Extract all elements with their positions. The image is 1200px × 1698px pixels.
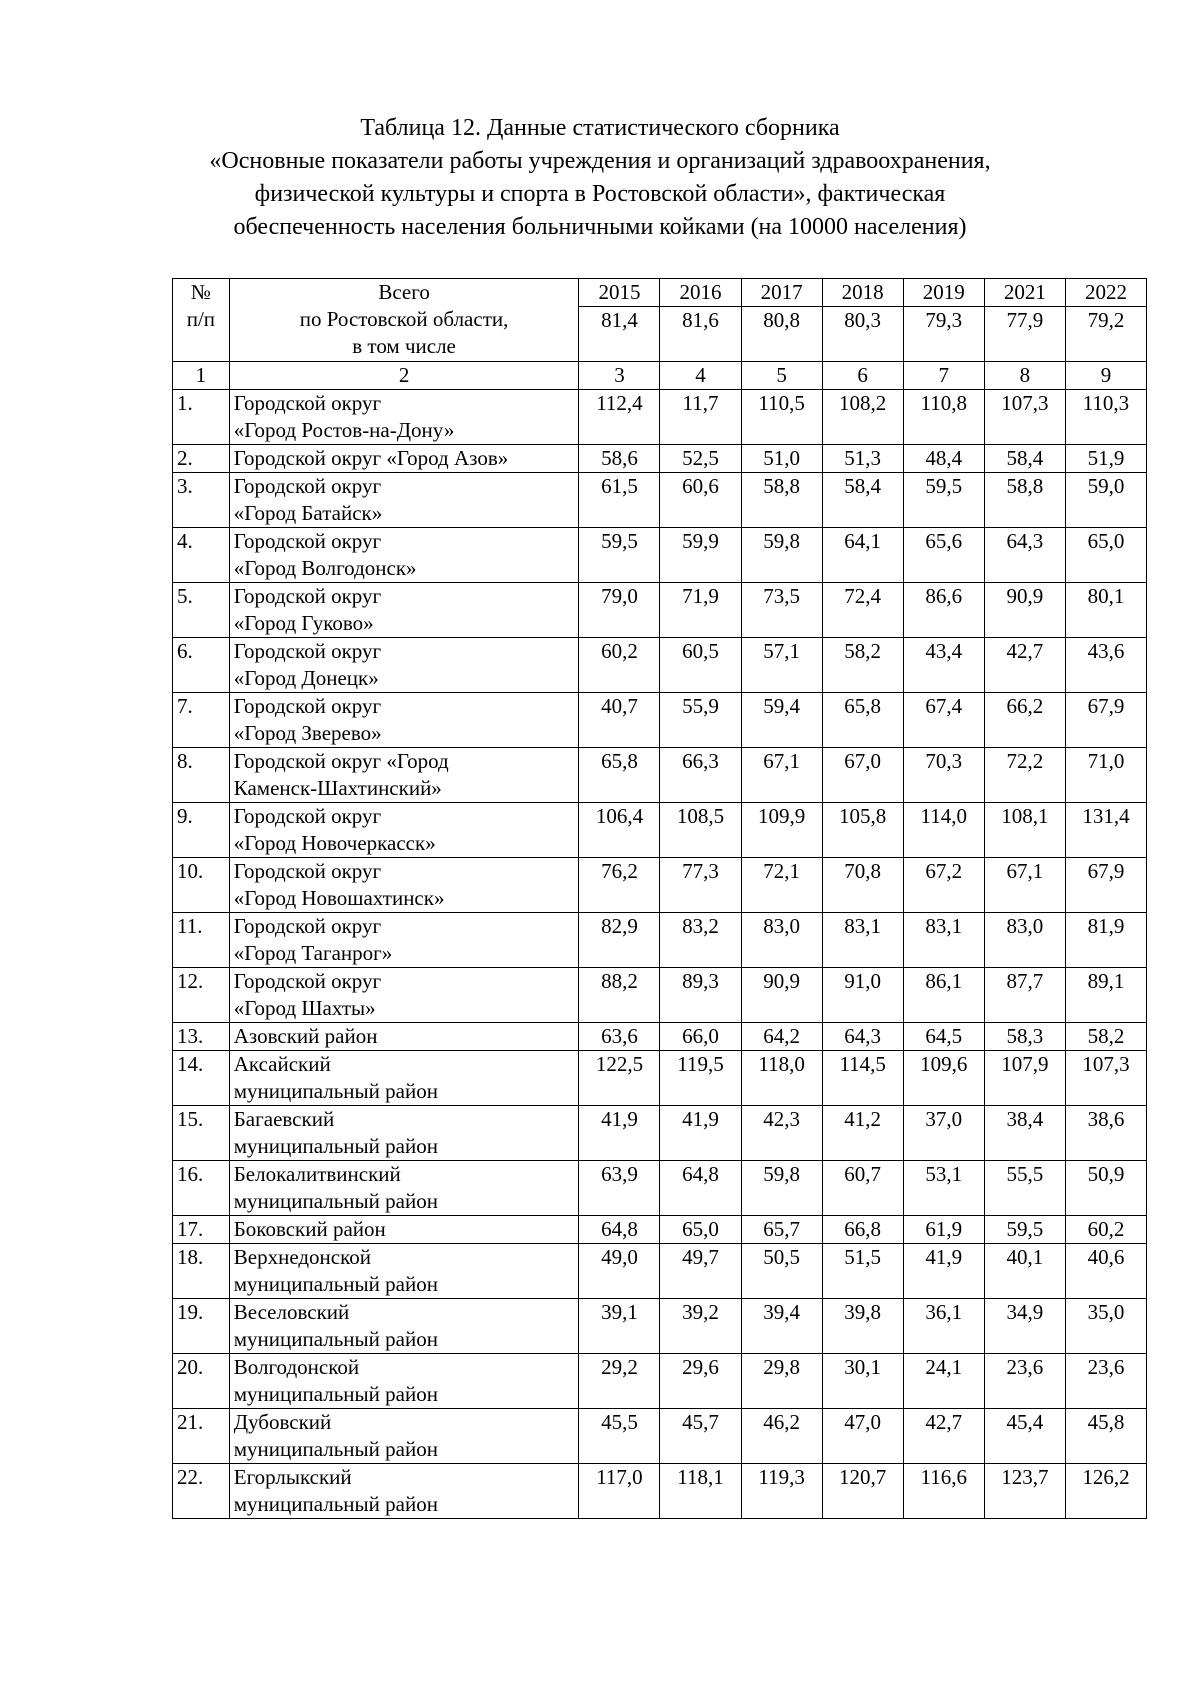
- territory-name: [229, 1299, 579, 1354]
- value-cell: 65,0: [1065, 528, 1146, 583]
- value-cell: 77,3: [660, 858, 741, 913]
- table-row: [173, 638, 1147, 693]
- value-cell: 60,2: [1065, 1216, 1146, 1244]
- territory-name: [229, 1354, 579, 1409]
- territory-name-line: Верхнедонской: [233, 1245, 371, 1269]
- table-row: [173, 445, 1147, 473]
- year-header: 2017: [741, 279, 822, 307]
- table-row: [173, 1023, 1147, 1051]
- value-cell: 40,7: [579, 693, 660, 748]
- value-cell: 47,0: [822, 1409, 903, 1464]
- title-line: обеспеченность населения больничными койками (на 10000 населения): [233, 214, 967, 240]
- total-header-cell: [229, 279, 579, 362]
- territory-name-line: Городской округ: [233, 969, 382, 993]
- row-number: 11.: [173, 913, 230, 968]
- value-cell: 39,4: [741, 1299, 822, 1354]
- territory-name-line: муниципальный район: [233, 1189, 438, 1213]
- value-cell: 66,8: [822, 1216, 903, 1244]
- row-number: 1.: [173, 390, 230, 445]
- row-number: 8.: [173, 748, 230, 803]
- value-cell: 41,2: [822, 1106, 903, 1161]
- territory-name: [229, 1023, 579, 1051]
- territory-name-line: муниципальный район: [233, 1492, 438, 1516]
- territory-name: [229, 1244, 579, 1299]
- value-cell: 61,9: [903, 1216, 984, 1244]
- value-cell: 23,6: [1065, 1354, 1146, 1409]
- title-line: физической культуры и спорта в Ростовской области», фактическая: [254, 181, 946, 207]
- column-number: 1: [173, 362, 230, 390]
- value-cell: 108,5: [660, 803, 741, 858]
- value-cell: 42,7: [984, 638, 1065, 693]
- value-cell: 64,5: [903, 1023, 984, 1051]
- row-number: 9.: [173, 803, 230, 858]
- value-cell: 11,7: [660, 390, 741, 445]
- num-header-label: №: [190, 280, 211, 304]
- territory-name: [229, 1161, 579, 1216]
- value-cell: 87,7: [984, 968, 1065, 1023]
- value-cell: 106,4: [579, 803, 660, 858]
- row-number: 17.: [173, 1216, 230, 1244]
- value-cell: 59,4: [741, 693, 822, 748]
- value-cell: 67,9: [1065, 693, 1146, 748]
- title-line: «Основные показатели работы учреждения и организаций здравоохранения,: [209, 148, 991, 174]
- value-cell: 30,1: [822, 1354, 903, 1409]
- table-row: [173, 1216, 1147, 1244]
- value-cell: 59,9: [660, 528, 741, 583]
- value-cell: 63,6: [579, 1023, 660, 1051]
- value-cell: 58,2: [1065, 1023, 1146, 1051]
- row-number: 5.: [173, 583, 230, 638]
- table-title: [150, 112, 1050, 244]
- value-cell: 70,3: [903, 748, 984, 803]
- territory-name-line: «Город Новочеркасск»: [233, 831, 436, 855]
- value-cell: 89,3: [660, 968, 741, 1023]
- territory-name-line: Азовский район: [233, 1024, 378, 1048]
- row-number: 18.: [173, 1244, 230, 1299]
- value-cell: 39,1: [579, 1299, 660, 1354]
- value-cell: 57,1: [741, 638, 822, 693]
- value-cell: 60,2: [579, 638, 660, 693]
- territory-name-line: муниципальный район: [233, 1272, 438, 1296]
- value-cell: 88,2: [579, 968, 660, 1023]
- row-number: 15.: [173, 1106, 230, 1161]
- value-cell: 60,6: [660, 473, 741, 528]
- value-cell: 59,8: [741, 528, 822, 583]
- territory-name-line: Аксайский: [233, 1052, 331, 1076]
- value-cell: 82,9: [579, 913, 660, 968]
- value-cell: 58,4: [984, 445, 1065, 473]
- row-number: 6.: [173, 638, 230, 693]
- year-header: 2022: [1065, 279, 1146, 307]
- value-cell: 50,5: [741, 1244, 822, 1299]
- value-cell: 42,7: [903, 1409, 984, 1464]
- value-cell: 65,8: [822, 693, 903, 748]
- total-header-label: Всего: [378, 280, 430, 304]
- value-cell: 126,2: [1065, 1464, 1146, 1519]
- value-cell: 49,7: [660, 1244, 741, 1299]
- total-value: 80,3: [822, 307, 903, 362]
- table-row: [173, 473, 1147, 528]
- territory-name: [229, 968, 579, 1023]
- territory-name-line: Боковский район: [233, 1217, 386, 1241]
- num-header-cell: [173, 279, 230, 362]
- row-number: 2.: [173, 445, 230, 473]
- value-cell: 34,9: [984, 1299, 1065, 1354]
- value-cell: 67,4: [903, 693, 984, 748]
- column-number: 5: [741, 362, 822, 390]
- value-cell: 58,6: [579, 445, 660, 473]
- value-cell: 118,1: [660, 1464, 741, 1519]
- value-cell: 23,6: [984, 1354, 1065, 1409]
- table-row: [173, 390, 1147, 445]
- value-cell: 110,3: [1065, 390, 1146, 445]
- value-cell: 65,8: [579, 748, 660, 803]
- year-header: 2018: [822, 279, 903, 307]
- value-cell: 64,3: [984, 528, 1065, 583]
- value-cell: 67,1: [741, 748, 822, 803]
- row-number: 14.: [173, 1051, 230, 1106]
- value-cell: 59,0: [1065, 473, 1146, 528]
- value-cell: 123,7: [984, 1464, 1065, 1519]
- value-cell: 108,1: [984, 803, 1065, 858]
- value-cell: 29,8: [741, 1354, 822, 1409]
- territory-name-line: Городской округ: [233, 529, 382, 553]
- value-cell: 83,1: [903, 913, 984, 968]
- territory-name-line: «Город Шахты»: [233, 996, 376, 1020]
- territory-name-line: муниципальный район: [233, 1437, 438, 1461]
- territory-name-line: Городской округ: [233, 474, 382, 498]
- table-row: [173, 968, 1147, 1023]
- territory-name-line: Багаевский: [233, 1107, 335, 1131]
- value-cell: 67,9: [1065, 858, 1146, 913]
- value-cell: 41,9: [579, 1106, 660, 1161]
- row-number: 19.: [173, 1299, 230, 1354]
- value-cell: 41,9: [660, 1106, 741, 1161]
- row-number: 12.: [173, 968, 230, 1023]
- territory-name-line: «Город Гуково»: [233, 611, 374, 635]
- territory-name-line: «Город Таганрог»: [233, 941, 393, 965]
- value-cell: 43,6: [1065, 638, 1146, 693]
- value-cell: 107,3: [984, 390, 1065, 445]
- column-number: 7: [903, 362, 984, 390]
- territory-name: [229, 803, 579, 858]
- value-cell: 64,8: [660, 1161, 741, 1216]
- value-cell: 110,5: [741, 390, 822, 445]
- table-row: [173, 693, 1147, 748]
- value-cell: 46,2: [741, 1409, 822, 1464]
- territory-name-line: «Город Донецк»: [233, 666, 379, 690]
- value-cell: 38,6: [1065, 1106, 1146, 1161]
- total-header-label: в том числе: [352, 334, 456, 358]
- value-cell: 112,4: [579, 390, 660, 445]
- territory-name: [229, 528, 579, 583]
- value-cell: 67,2: [903, 858, 984, 913]
- value-cell: 83,1: [822, 913, 903, 968]
- value-cell: 40,6: [1065, 1244, 1146, 1299]
- territory-name-line: Городской округ «Город: [233, 749, 449, 773]
- num-header-label: п/п: [186, 307, 216, 331]
- table-row: [173, 1106, 1147, 1161]
- value-cell: 71,9: [660, 583, 741, 638]
- total-value: 79,3: [903, 307, 984, 362]
- total-value: 81,4: [579, 307, 660, 362]
- column-number: 8: [984, 362, 1065, 390]
- value-cell: 36,1: [903, 1299, 984, 1354]
- territory-name-line: «Город Ростов-на-Дону»: [233, 418, 455, 442]
- territory-name: [229, 913, 579, 968]
- territory-name-line: Егорлыкский: [233, 1465, 352, 1489]
- row-number: 4.: [173, 528, 230, 583]
- value-cell: 59,5: [903, 473, 984, 528]
- value-cell: 120,7: [822, 1464, 903, 1519]
- year-header: 2015: [579, 279, 660, 307]
- territory-name-line: Белокалитвинский: [233, 1162, 401, 1186]
- territory-name-line: Волгодонской: [233, 1355, 360, 1379]
- territory-name: [229, 858, 579, 913]
- value-cell: 118,0: [741, 1051, 822, 1106]
- row-number: 13.: [173, 1023, 230, 1051]
- value-cell: 38,4: [984, 1106, 1065, 1161]
- table-row: [173, 528, 1147, 583]
- total-header-label: по Ростовской области,: [299, 307, 509, 331]
- territory-name: [229, 1464, 579, 1519]
- value-cell: 64,1: [822, 528, 903, 583]
- value-cell: 43,4: [903, 638, 984, 693]
- value-cell: 119,3: [741, 1464, 822, 1519]
- value-cell: 83,2: [660, 913, 741, 968]
- territory-name-line: Городской округ: [233, 914, 382, 938]
- territory-name-line: «Город Волгодонск»: [233, 556, 417, 580]
- territory-name: [229, 473, 579, 528]
- value-cell: 51,0: [741, 445, 822, 473]
- value-cell: 114,0: [903, 803, 984, 858]
- value-cell: 114,5: [822, 1051, 903, 1106]
- territory-name-line: муниципальный район: [233, 1382, 438, 1406]
- value-cell: 39,8: [822, 1299, 903, 1354]
- value-cell: 71,0: [1065, 748, 1146, 803]
- value-cell: 52,5: [660, 445, 741, 473]
- value-cell: 53,1: [903, 1161, 984, 1216]
- value-cell: 60,5: [660, 638, 741, 693]
- total-value: 81,6: [660, 307, 741, 362]
- value-cell: 65,6: [903, 528, 984, 583]
- value-cell: 55,9: [660, 693, 741, 748]
- value-cell: 119,5: [660, 1051, 741, 1106]
- column-number: 2: [229, 362, 579, 390]
- value-cell: 83,0: [984, 913, 1065, 968]
- value-cell: 55,5: [984, 1161, 1065, 1216]
- territory-name: [229, 1106, 579, 1161]
- territory-name-line: Дубовский: [233, 1410, 332, 1434]
- value-cell: 29,6: [660, 1354, 741, 1409]
- value-cell: 45,7: [660, 1409, 741, 1464]
- territory-name: [229, 390, 579, 445]
- territory-name: [229, 693, 579, 748]
- table-row: [173, 1464, 1147, 1519]
- year-header: 2021: [984, 279, 1065, 307]
- table-row: [173, 1409, 1147, 1464]
- column-number: 6: [822, 362, 903, 390]
- header-row: [173, 279, 1147, 307]
- value-cell: 89,1: [1065, 968, 1146, 1023]
- value-cell: 29,2: [579, 1354, 660, 1409]
- table-row: [173, 1161, 1147, 1216]
- column-numbers-row: [173, 362, 1147, 390]
- table-row: [173, 858, 1147, 913]
- value-cell: 108,2: [822, 390, 903, 445]
- value-cell: 58,8: [984, 473, 1065, 528]
- territory-name-line: Городской округ: [233, 859, 382, 883]
- territory-name-line: муниципальный район: [233, 1079, 438, 1103]
- value-cell: 83,0: [741, 913, 822, 968]
- value-cell: 51,5: [822, 1244, 903, 1299]
- value-cell: 45,5: [579, 1409, 660, 1464]
- territory-name-line: Городской округ: [233, 639, 382, 663]
- table-row: [173, 1244, 1147, 1299]
- territory-name: [229, 1409, 579, 1464]
- value-cell: 66,2: [984, 693, 1065, 748]
- value-cell: 39,2: [660, 1299, 741, 1354]
- value-cell: 24,1: [903, 1354, 984, 1409]
- row-number: 21.: [173, 1409, 230, 1464]
- table-row: [173, 1299, 1147, 1354]
- value-cell: 67,1: [984, 858, 1065, 913]
- value-cell: 86,6: [903, 583, 984, 638]
- territory-name-line: Каменск-Шахтинский»: [233, 776, 442, 800]
- territory-name: [229, 583, 579, 638]
- value-cell: 45,4: [984, 1409, 1065, 1464]
- value-cell: 66,3: [660, 748, 741, 803]
- value-cell: 70,8: [822, 858, 903, 913]
- table-row: [173, 803, 1147, 858]
- territory-name-line: Городской округ: [233, 391, 382, 415]
- value-cell: 60,7: [822, 1161, 903, 1216]
- year-header: 2016: [660, 279, 741, 307]
- value-cell: 64,2: [741, 1023, 822, 1051]
- value-cell: 49,0: [579, 1244, 660, 1299]
- value-cell: 58,4: [822, 473, 903, 528]
- value-cell: 109,6: [903, 1051, 984, 1106]
- value-cell: 59,5: [579, 528, 660, 583]
- value-cell: 105,8: [822, 803, 903, 858]
- value-cell: 50,9: [1065, 1161, 1146, 1216]
- value-cell: 91,0: [822, 968, 903, 1023]
- value-cell: 79,0: [579, 583, 660, 638]
- row-number: 16.: [173, 1161, 230, 1216]
- value-cell: 122,5: [579, 1051, 660, 1106]
- value-cell: 37,0: [903, 1106, 984, 1161]
- row-number: 10.: [173, 858, 230, 913]
- row-number: 3.: [173, 473, 230, 528]
- table-row: [173, 748, 1147, 803]
- value-cell: 66,0: [660, 1023, 741, 1051]
- territory-name-line: Городской округ: [233, 584, 382, 608]
- value-cell: 64,8: [579, 1216, 660, 1244]
- column-number: 9: [1065, 362, 1146, 390]
- value-cell: 63,9: [579, 1161, 660, 1216]
- value-cell: 72,1: [741, 858, 822, 913]
- value-cell: 107,9: [984, 1051, 1065, 1106]
- territory-name-line: Городской округ: [233, 804, 382, 828]
- value-cell: 51,9: [1065, 445, 1146, 473]
- row-number: 7.: [173, 693, 230, 748]
- territory-name: [229, 1216, 579, 1244]
- value-cell: 86,1: [903, 968, 984, 1023]
- value-cell: 72,4: [822, 583, 903, 638]
- value-cell: 45,8: [1065, 1409, 1146, 1464]
- value-cell: 48,4: [903, 445, 984, 473]
- territory-name-line: муниципальный район: [233, 1327, 438, 1351]
- territory-name: [229, 638, 579, 693]
- column-number: 4: [660, 362, 741, 390]
- value-cell: 90,9: [984, 583, 1065, 638]
- value-cell: 90,9: [741, 968, 822, 1023]
- value-cell: 117,0: [579, 1464, 660, 1519]
- value-cell: 116,6: [903, 1464, 984, 1519]
- value-cell: 42,3: [741, 1106, 822, 1161]
- title-line: Таблица 12. Данные статистического сборника: [360, 115, 840, 141]
- column-number: 3: [579, 362, 660, 390]
- total-value: 80,8: [741, 307, 822, 362]
- territory-name-line: Городской округ «Город Азов»: [233, 446, 509, 470]
- value-cell: 41,9: [903, 1244, 984, 1299]
- value-cell: 107,3: [1065, 1051, 1146, 1106]
- total-value: 77,9: [984, 307, 1065, 362]
- territory-name-line: «Город Батайск»: [233, 501, 383, 525]
- value-cell: 110,8: [903, 390, 984, 445]
- value-cell: 59,5: [984, 1216, 1065, 1244]
- value-cell: 58,2: [822, 638, 903, 693]
- value-cell: 81,9: [1065, 913, 1146, 968]
- hospital-beds-table: [172, 278, 1147, 1519]
- value-cell: 72,2: [984, 748, 1065, 803]
- table-row: [173, 583, 1147, 638]
- total-value: 79,2: [1065, 307, 1146, 362]
- value-cell: 109,9: [741, 803, 822, 858]
- value-cell: 59,8: [741, 1161, 822, 1216]
- value-cell: 73,5: [741, 583, 822, 638]
- territory-name-line: Веселовский: [233, 1300, 350, 1324]
- value-cell: 131,4: [1065, 803, 1146, 858]
- value-cell: 76,2: [579, 858, 660, 913]
- row-number: 22.: [173, 1464, 230, 1519]
- year-header: 2019: [903, 279, 984, 307]
- value-cell: 40,1: [984, 1244, 1065, 1299]
- value-cell: 80,1: [1065, 583, 1146, 638]
- territory-name: [229, 445, 579, 473]
- table-row: [173, 913, 1147, 968]
- territory-name: [229, 748, 579, 803]
- value-cell: 58,3: [984, 1023, 1065, 1051]
- value-cell: 65,0: [660, 1216, 741, 1244]
- value-cell: 35,0: [1065, 1299, 1146, 1354]
- value-cell: 65,7: [741, 1216, 822, 1244]
- territory-name-line: муниципальный район: [233, 1134, 438, 1158]
- value-cell: 51,3: [822, 445, 903, 473]
- table-row: [173, 1051, 1147, 1106]
- value-cell: 64,3: [822, 1023, 903, 1051]
- value-cell: 58,8: [741, 473, 822, 528]
- territory-name: [229, 1051, 579, 1106]
- value-cell: 67,0: [822, 748, 903, 803]
- territory-name-line: Городской округ: [233, 694, 382, 718]
- territory-name-line: «Город Новошахтинск»: [233, 886, 445, 910]
- territory-name-line: «Город Зверево»: [233, 721, 382, 745]
- table-row: [173, 1354, 1147, 1409]
- value-cell: 61,5: [579, 473, 660, 528]
- row-number: 20.: [173, 1354, 230, 1409]
